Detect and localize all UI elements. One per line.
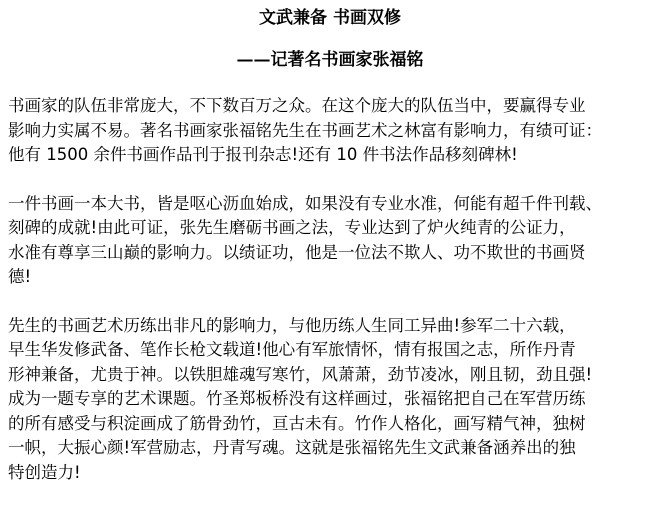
text-line: 成为一题专享的艺术课题。竹圣郑板桥没有这样画过，张福铭把自己在军营历练: [8, 389, 586, 408]
article-body: [8, 94, 656, 509]
article-subtitle: ——记著名书画家张福铭: [236, 50, 424, 70]
text-line: 早生华发修武备、笔作长枪文载道!他心有军旅情怀，情有报国之志，所作丹青: [8, 340, 576, 359]
text-line: 他有 1500 余件书画作品刊于报刊杂志!还有 10 件书法作品移刻碑林!: [8, 145, 518, 164]
text-line: 刻碑的成就!由此可证，张先生磨砺书画之法，专业达到了炉火纯青的公证力，: [8, 218, 576, 237]
paragraph-1: [8, 94, 656, 168]
text-line: 德!: [8, 267, 32, 286]
text-line: 形神兼备，尤贵于神。以铁胆雄魂写寒竹，风萧萧，劲节凌冰，刚且韧，劲且强!: [8, 364, 593, 384]
article-title: 文武兼备 书画双修: [259, 8, 401, 28]
text-line: 特创造力!: [8, 462, 81, 482]
text-line: 水准有尊享三山巅的影响力。以绩证功，他是一位法不欺人、功不欺世的书画贤: [8, 242, 586, 262]
text-line: 的所有感受与积淀画成了筋骨劲竹，亘古未有。竹作人格化，画写精气神，独树: [8, 413, 586, 433]
text-line: 一件书画一本大书，皆是呕心沥血始成，如果没有专业水准，何能有超千件刊载、: [8, 193, 602, 213]
text-line: 一帜，大振心颜!军营励志，丹青写魂。这就是张福铭先生文武兼备涵养出的独: [8, 438, 576, 457]
text-line: 影响力实属不易。著名书画家张福铭先生在书画艺术之林富有影响力，有绩可证：: [8, 120, 602, 140]
text-line: 书画家的队伍非常庞大，不下数百万之众。在这个庞大的队伍当中，要赢得专业: [8, 96, 586, 115]
paragraph-2: [8, 192, 656, 290]
paragraph-3: [8, 314, 656, 486]
text-line: 先生的书画艺术历练出非凡的影响力，与他历练人生同工异曲!参军二十六载，: [8, 315, 576, 335]
